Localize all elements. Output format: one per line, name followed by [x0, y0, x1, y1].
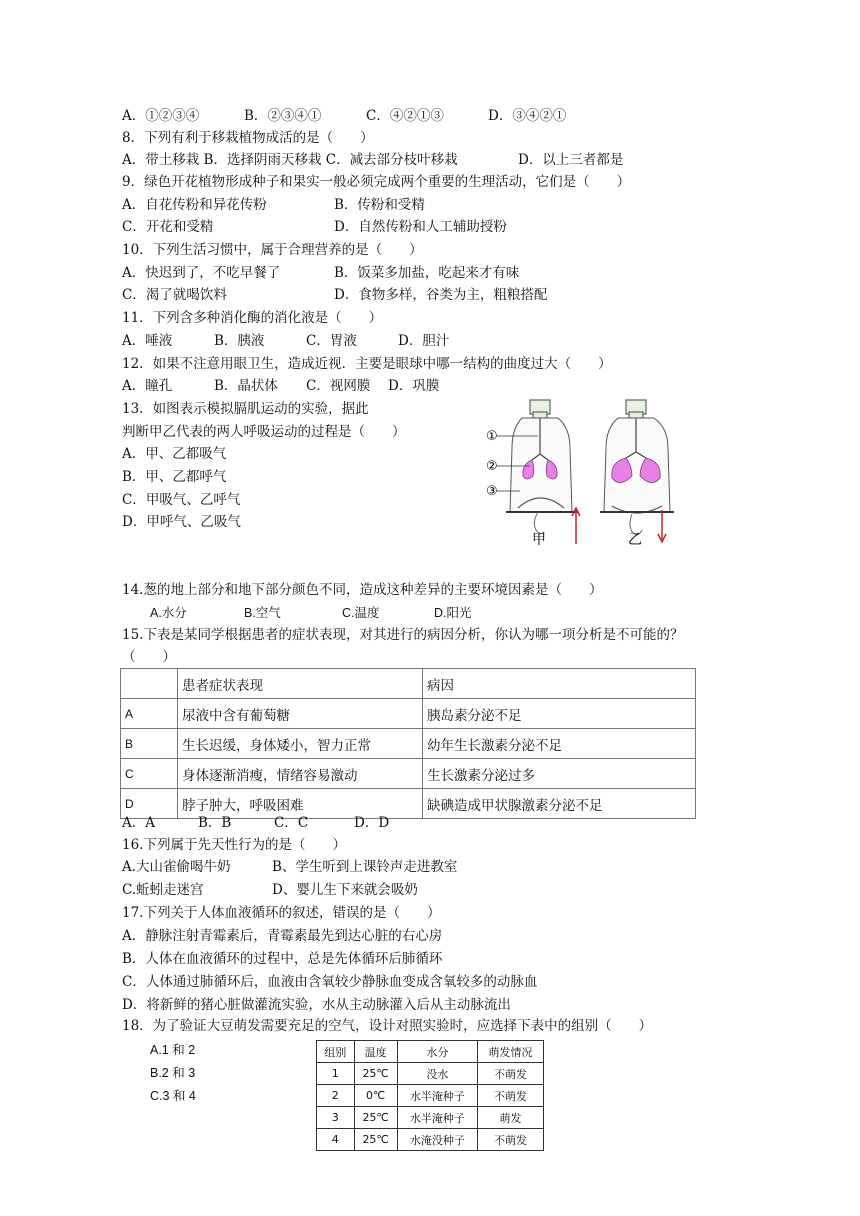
table-header-cell: 病因: [423, 669, 696, 699]
table-header-cell: [121, 669, 178, 699]
table-row: [121, 729, 696, 759]
table-cell: 不萌发: [477, 1085, 543, 1107]
question-13-stem-line1: 13．如图表示模拟膈肌运动的实验，据此: [122, 401, 369, 417]
table-cell: 2: [317, 1085, 355, 1107]
option: D．将新鲜的猪心脏做灌流实验，水从主动脉灌入后从主动脉流出: [122, 997, 511, 1013]
table-cell: 25℃: [354, 1129, 397, 1151]
option: A．①②③④: [122, 108, 200, 124]
option: C.温度: [342, 606, 380, 620]
option: B、学生听到上课铃声走进教室: [272, 859, 458, 875]
germination-table: [316, 1040, 544, 1151]
question-9-stem: 9．绿色开花植物形成种子和果实一般必须完成两个重要的生理活动，它们是（ ）: [122, 174, 631, 190]
option: A.水分: [150, 606, 187, 620]
question-18-stem: 18．为了验证大豆萌发需要充足的空气，设计对照实验时，应选择下表中的组别（ ）: [122, 1018, 653, 1034]
table-cell: 胰岛素分泌不足: [423, 699, 696, 729]
option: D．巩膜: [388, 378, 440, 394]
q15-options: [122, 813, 389, 833]
table-header-cell: 组别: [317, 1041, 355, 1063]
question-8-stem: 8．下列有利于移栽植物成活的是（ ）: [122, 130, 374, 146]
table-row: [317, 1063, 544, 1085]
option: C．甲吸气、乙呼气: [122, 492, 241, 508]
table-cell: 脖子肿大，呼吸困难: [178, 789, 423, 819]
option: A．A: [122, 815, 155, 831]
option: D．甲呼气、乙吸气: [122, 514, 241, 530]
table-cell: A: [121, 699, 178, 729]
marker-2: ②: [486, 459, 498, 474]
table-row: [317, 1107, 544, 1129]
option: B．胰液: [214, 333, 265, 349]
table-cell: 萌发: [477, 1107, 543, 1129]
option: D．D: [354, 815, 390, 831]
option: A．瞳孔: [122, 378, 173, 394]
option: C．④②①③: [366, 108, 444, 124]
marker-1: ①: [486, 429, 498, 444]
q16-options-row2: [122, 880, 418, 900]
q11-options: [122, 331, 449, 351]
option: B．人体在血液循环的过程中，总是先体循环后肺循环: [122, 951, 443, 967]
table-cell: 不萌发: [477, 1063, 543, 1085]
table-cell: C: [121, 759, 178, 789]
option: D．食物多样，谷类为主，粗粮搭配: [334, 287, 548, 303]
table-cell: 没水: [397, 1063, 477, 1085]
marker-3: ③: [486, 484, 498, 499]
option: D．以上三者都是: [518, 152, 624, 168]
table-cell: B: [121, 729, 178, 759]
table-row: [317, 1085, 544, 1107]
option: B．②③④①: [244, 108, 322, 124]
q10-options-row1: [122, 263, 519, 283]
option: D、婴儿生下来就会吸奶: [272, 882, 418, 898]
table-header-cell: 温度: [354, 1041, 397, 1063]
table-cell: 不萌发: [477, 1129, 543, 1151]
table-cell: 25℃: [354, 1063, 397, 1085]
option: A.1 和 2: [150, 1043, 196, 1057]
option: C．渴了就喝饮料: [122, 287, 227, 303]
option: A.大山雀偷喝牛奶: [122, 859, 231, 875]
table-cell: 25℃: [354, 1107, 397, 1129]
option: D．胆汁: [398, 333, 450, 349]
option: B．晶状体: [214, 378, 278, 394]
table-header-cell: 水分: [397, 1041, 477, 1063]
q9-options-row2: [122, 217, 507, 237]
table-row: [317, 1129, 544, 1151]
table-row: [121, 699, 696, 729]
table-cell: D: [121, 789, 178, 819]
symptom-cause-table: [120, 668, 696, 819]
option: C.蚯蚓走迷宫: [122, 882, 204, 898]
table-row: [121, 759, 696, 789]
option: B．甲、乙都呼气: [122, 469, 227, 485]
q8-options: [122, 150, 623, 170]
q7-options: [122, 106, 566, 126]
table-header-cell: 患者症状表现: [178, 669, 423, 699]
table-cell: 4: [317, 1129, 355, 1151]
table-cell: 幼年生长激素分泌不足: [423, 729, 696, 759]
table-cell: 尿液中含有葡萄糖: [178, 699, 423, 729]
table-cell: 生长迟缓，身体矮小，智力正常: [178, 729, 423, 759]
question-16-stem: 16.下列属于先天性行为的是（ ）: [122, 837, 346, 853]
question-11-stem: 11．下列含多种消化酶的消化液是（ ）: [122, 310, 383, 326]
question-17-stem: 17.下列关于人体血液循环的叙述，错误的是（ ）: [122, 905, 441, 921]
option: B．B: [198, 815, 232, 831]
table-cell: 身体逐渐消瘦，情绪容易激动: [178, 759, 423, 789]
label-yi: 乙: [628, 532, 642, 548]
option: C.3 和 4: [150, 1089, 196, 1103]
option: A．静脉注射青霉素后，青霉素最先到达心脏的右心房: [122, 928, 443, 944]
table-header-row: [121, 669, 696, 699]
label-jia: 甲: [532, 532, 546, 548]
option: C．胃液: [306, 333, 357, 349]
hand-shape: [534, 512, 544, 534]
option: B．传粉和受精: [334, 197, 425, 213]
question-10-stem: 10．下列生活习惯中，属于合理营养的是（ ）: [122, 242, 423, 258]
table-cell: 水半淹种子: [397, 1085, 477, 1107]
jar-yi: [600, 400, 674, 542]
q10-options-row2: [122, 285, 547, 305]
jar-jia: [496, 400, 580, 544]
q12-options: [122, 376, 439, 396]
option: A．唾液: [122, 333, 173, 349]
question-15-blank: （ ）: [122, 649, 176, 665]
option: D.阳光: [434, 606, 472, 620]
table-cell: 水淹没种子: [397, 1129, 477, 1151]
question-15-stem: 15.下表是某同学根据患者的症状表现，对其进行的病因分析，你认为哪一项分析是不可能的？: [122, 627, 684, 643]
option: A．甲、乙都吸气: [122, 446, 227, 462]
option: C．视网膜: [306, 378, 371, 394]
question-13-stem-line2: 判断甲乙代表的两人呼吸运动的过程是（ ）: [122, 424, 406, 440]
option: A．自花传粉和异花传粉: [122, 197, 267, 213]
option: D．自然传粉和人工辅助授粉: [334, 219, 507, 235]
table-cell: 0℃: [354, 1085, 397, 1107]
option: B．饭菜多加盐，吃起来才有味: [334, 265, 520, 281]
option: A．快迟到了，不吃早餐了: [122, 265, 281, 281]
table-header-row: [317, 1041, 544, 1063]
option: B.空气: [244, 606, 281, 620]
question-12-stem: 12．如果不注意用眼卫生，造成近视．主要是眼球中哪一结构的曲度过大（ ）: [122, 356, 612, 372]
diaphragm-model-figure: [482, 398, 694, 548]
option: C．开花和受精: [122, 219, 214, 235]
table-header-cell: 萌发情况: [477, 1041, 543, 1063]
option: C．人体通过肺循环后，血液由含氧较少静脉血变成含氧较多的动脉血: [122, 974, 538, 990]
table-cell: 生长激素分泌过多: [423, 759, 696, 789]
option: A．带土移栽 B．选择阴雨天移栽 C．减去部分枝叶移栽: [122, 152, 458, 168]
table-cell: 水半淹种子: [397, 1107, 477, 1129]
q14-options: [150, 603, 472, 623]
table-cell: 缺碘造成甲状腺激素分泌不足: [423, 789, 696, 819]
option: D．③④②①: [488, 108, 567, 124]
q16-options-row1: [122, 857, 457, 877]
q9-options-row1: [122, 195, 425, 215]
table-cell: 1: [317, 1063, 355, 1085]
option: B.2 和 3: [150, 1066, 196, 1080]
table-cell: 3: [317, 1107, 355, 1129]
option: C．C: [274, 815, 309, 831]
question-14-stem: 14.葱的地上部分和地下部分颜色不同，造成这种差异的主要环境因素是（ ）: [122, 582, 603, 598]
